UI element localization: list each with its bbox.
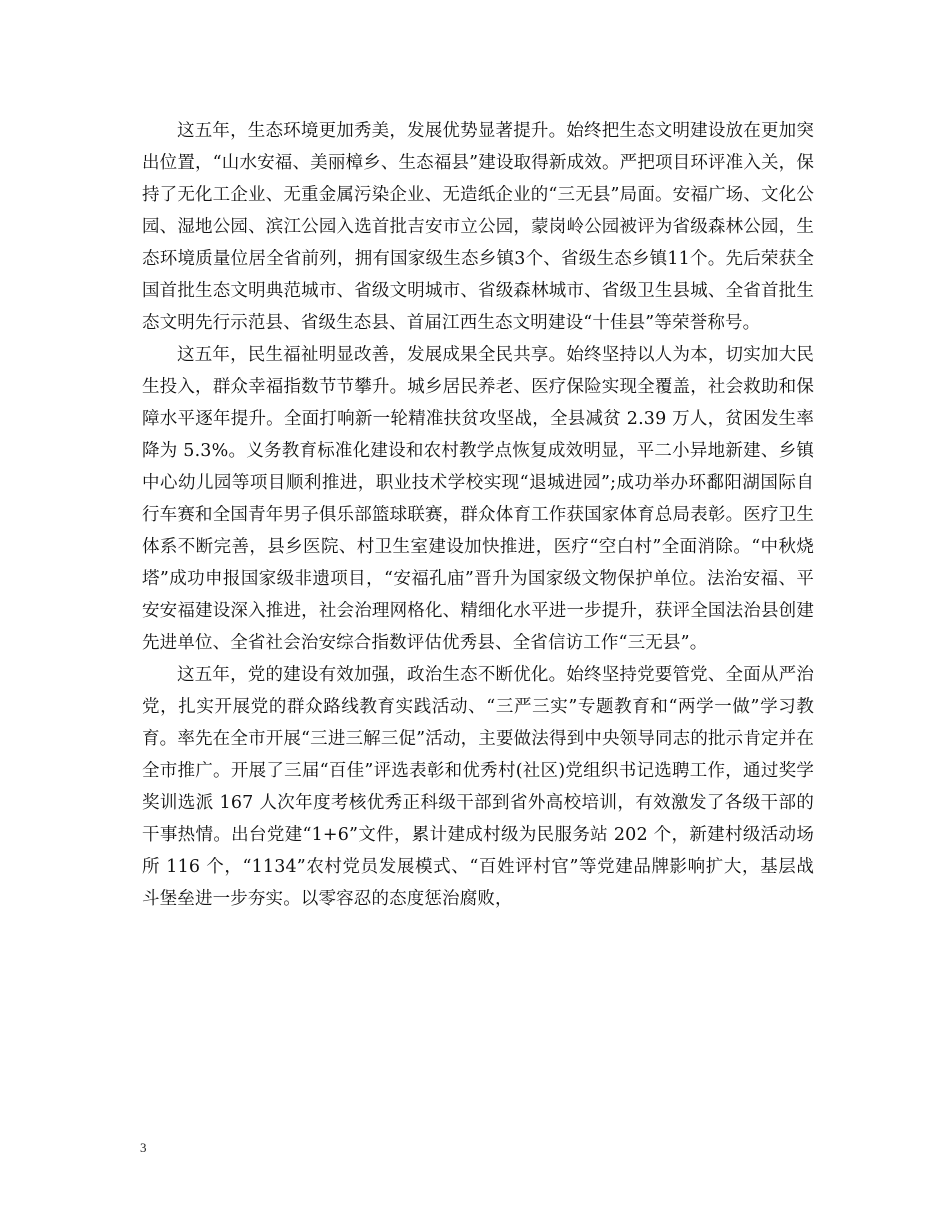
body-text (142, 115, 814, 915)
page-number: 3 (140, 1140, 147, 1155)
paragraph-livelihood: 这五年，民生福祉明显改善，发展成果全民共享。始终坚持以人为本，切实加大民生投入，群众幸福指数节节攀升。城乡居民养老、医疗保险实现全覆盖，社会救助和保障水平逐年提升。全面打响新一轮精准扶贫攻坚战，全县减贫 2.39 万人，贫困发生率降为 5.3%。义务教育标准化建设和农村教学点恢复成效明显，平二小异地新建、乡镇中心幼儿园等项目顺利推进，职业技术学校实现“退城进园”;成功举办环鄱阳湖国际自行车赛和全国青年男子俱乐部篮球联赛，群众体育工作获国家体育总局表彰。医疗卫生体系不断完善，县乡医院、村卫生室建设加快推进，医疗“空白村”全面消除。“中秋烧塔”成功申报国家级非遗项目，“安福孔庙”晋升为国家级文物保护单位。法治安福、平安安福建设深入推进，社会治理网格化、精细化水平进一步提升，获评全国法治县创建先进单位、全省社会治安综合指数评估优秀县、全省信访工作“三无县”。 (142, 345, 814, 653)
paragraph-party-building: 这五年，党的建设有效加强，政治生态不断优化。始终坚持党要管党、全面从严治党，扎实开展党的群众路线教育实践活动、“三严三实”专题教育和“两学一做”学习教育。率先在全市开展“三进三解三促”活动，主要做法得到中央领导同志的批示肯定并在全市推广。开展了三届“百佳”评选表彰和优秀村(社区)党组织书记选聘工作，通过奖学奖训选派 167 人次年度考核优秀正科级干部到省外高校培训，有效激发了各级干部的干事热情。出台党建“1+6”文件，累计建成村级为民服务站 202 个，新建村级活动场所 116 个，“1134”农村党员发展模式、“百姓评村官”等党建品牌影响扩大，基层战斗堡垒进一步夯实。以零容忍的态度惩治腐败， (142, 665, 814, 909)
paragraph-ecology: 这五年，生态环境更加秀美，发展优势显著提升。始终把生态文明建设放在更加突出位置，“山水安福、美丽樟乡、生态福县”建设取得新成效。严把项目环评准入关，保持了无化工企业、无重金属污染企业、无造纸企业的“三无县”局面。安福广场、文化公园、湿地公园、滨江公园入选首批吉安市立公园，蒙岗岭公园被评为省级森林公园，生态环境质量位居全省前列，拥有国家级生态乡镇3个、省级生态乡镇11个。先后荣获全国首批生态文明典范城市、省级文明城市、省级森林城市、省级卫生县城、全省首批生态文明先行示范县、省级生态县、首届江西生态文明建设“十佳县”等荣誉称号。 (142, 121, 814, 333)
